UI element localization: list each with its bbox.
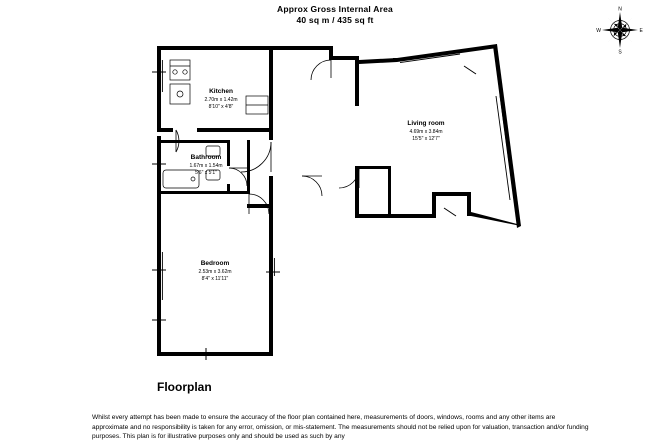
kitchen-appliance-icon [170,60,190,80]
kitchen-imperial: 8'10" x 4'8" [208,103,234,110]
bathroom-metric: 1.67m x 1.54m [189,162,223,169]
disclaimer-text [92,413,592,442]
disclaimer-paragraph: Whilst every attempt has been made to ensure the accuracy of the floor plan contained here, measurements of doors, windows, rooms and any other items are approximate and no responsibility is taken for any error, omission, or mis-statement. The measurements should not be relied upon for valuation, transaction and/or funding purposes. This plan is for illustrative purposes only and should be used as such by any [92,414,589,441]
room-label-bathroom [160,154,252,176]
room-label-bedroom [160,260,270,282]
compass-label-east: E [639,28,643,34]
bedroom-name: Bedroom [200,260,230,267]
kitchen-name: Kitchen [209,88,233,95]
living-room-metric: 4.69m x 3.84m [409,128,443,135]
area-header-line2: 40 sq m / 435 sq ft [296,15,374,25]
doors [176,60,359,214]
page-title: Floorplan [157,380,212,394]
living-room-imperial: 15'5" x 12'7" [412,135,440,142]
bathroom-name: Bathroom [190,154,222,161]
compass-label-north: N [618,6,622,13]
compass-label-south: S [618,49,622,54]
compass-label-west: W [596,28,601,34]
bedroom-imperial: 8'4" x 11'11" [201,275,229,282]
kitchen-metric: 2.70m x 1.42m [204,96,238,103]
area-header-line1: Approx Gross Internal Area [277,4,393,14]
bathroom-imperial: 5'6" x 5'1" [195,169,217,176]
room-label-kitchen [173,88,269,110]
room-label-living-room [370,120,482,142]
living-room-name: Living room [407,120,445,127]
bedroom-metric: 2.53m x 3.62m [198,268,232,275]
